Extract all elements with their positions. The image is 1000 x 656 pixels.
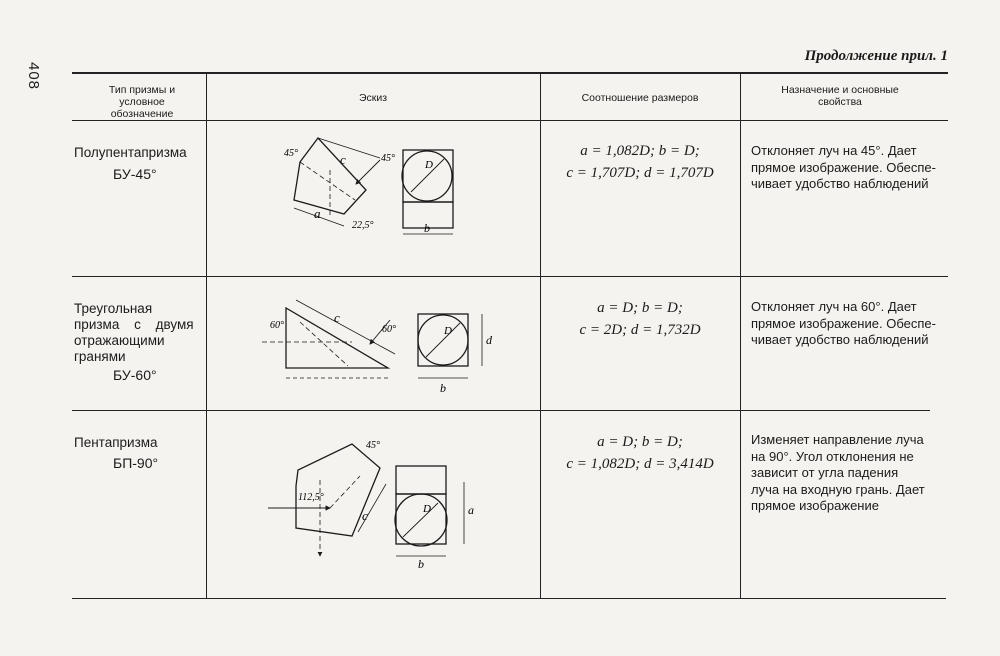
- row3-type-name: Пентапризма: [74, 435, 158, 450]
- row3-label-b: b: [418, 557, 424, 571]
- row2-purpose-line1: Отклоняет луч на 60°. Дает: [751, 299, 917, 314]
- row2-label-d: d: [486, 333, 492, 347]
- row2-dim-c: [296, 300, 395, 354]
- row2-ratio-line1: a = D; b = D;: [597, 300, 683, 316]
- row3-purpose-line1: Изменяет направление луча: [751, 432, 924, 447]
- row3-label-angle1: 45°: [366, 440, 380, 451]
- row3-purpose-line3: зависит от угла падения: [751, 465, 899, 480]
- continuation-note: Продолжение прил. 1: [804, 48, 948, 64]
- row1-ray: [300, 162, 355, 200]
- row2-type-name-line4: гранями: [74, 349, 126, 364]
- row3-purpose-line2: на 90°. Угол отклонения не: [751, 448, 914, 464]
- row1-label-b: b: [424, 221, 430, 235]
- row3-ratio-line1: a = D; b = D;: [597, 434, 683, 450]
- row2-purpose-line2: прямое изображение. Обеспе-: [751, 315, 936, 331]
- row1-ratio-line2: c = 1,707D; d = 1,707D: [566, 165, 714, 181]
- row3-label-D: D: [423, 503, 431, 515]
- row2-ratio-line2: c = 2D; d = 1,732D: [579, 322, 701, 338]
- row2-type-name-line1: Треугольная: [74, 301, 153, 316]
- row1-purpose-line2: прямое изображение. Обеспе-: [751, 159, 936, 175]
- header-purpose: Назначение и основные свойства: [781, 84, 899, 108]
- row3-purpose-line4: луча на входную грань. Дает: [751, 481, 925, 497]
- row1-label-angle3: 22,5°: [352, 220, 374, 231]
- row3-ratio-line2: c = 1,082D; d = 3,414D: [566, 456, 714, 472]
- row2-prism-sketch: [262, 300, 482, 378]
- row1-label-a: a: [314, 206, 321, 221]
- header-type: Тип призмы и условное обозначение: [108, 84, 176, 120]
- row3-label-angle2: 112,5°: [298, 492, 324, 503]
- row1-label-D: D: [425, 159, 433, 171]
- row3-purpose-line5: прямое изображение: [751, 498, 879, 513]
- row1-label-angle2: 45°: [381, 153, 395, 164]
- row2-type-code: БУ-60°: [113, 367, 157, 383]
- row2-label-c: c: [334, 310, 340, 325]
- row2-diameter: [426, 323, 460, 357]
- header-ratio: Соотношение размеров: [581, 92, 699, 104]
- row3-ray-mid: [330, 476, 360, 508]
- row1-purpose-line1: Отклоняет луч на 45°. Дает: [751, 143, 917, 158]
- row1-type-code: БУ-45°: [113, 166, 157, 182]
- row2-label-angle2: 60°: [382, 324, 396, 335]
- header-sketch: Эскиз: [358, 92, 388, 104]
- row3-label-a: a: [468, 503, 474, 517]
- row2-type-name-line3: отражающими: [74, 333, 165, 348]
- row3-lens-box: [396, 466, 446, 494]
- row3-label-c: c: [362, 508, 368, 523]
- row1-type-name: Полупентапризма: [74, 145, 187, 160]
- row2-purpose-line3: чивает удобство наблюдений: [751, 332, 929, 347]
- row2-type-name-line2: призма с двумя: [74, 317, 194, 332]
- row2-label-b: b: [440, 381, 446, 395]
- row3-diameter: [403, 503, 438, 537]
- row3-type-code: БП-90°: [113, 455, 159, 471]
- page-number: 408: [25, 62, 42, 91]
- row1-ratio-line1: a = 1,082D; b = D;: [580, 143, 700, 159]
- row1-label-c: c: [340, 152, 346, 167]
- row2-ray-2: [300, 322, 348, 366]
- row1-purpose-line3: чивает удобство наблюдений: [751, 176, 929, 191]
- row2-label-D: D: [444, 325, 452, 337]
- row1-angle-arrow: [356, 160, 380, 184]
- row2-label-angle1: 60°: [270, 320, 284, 331]
- row1-label-angle1: 45°: [284, 148, 298, 159]
